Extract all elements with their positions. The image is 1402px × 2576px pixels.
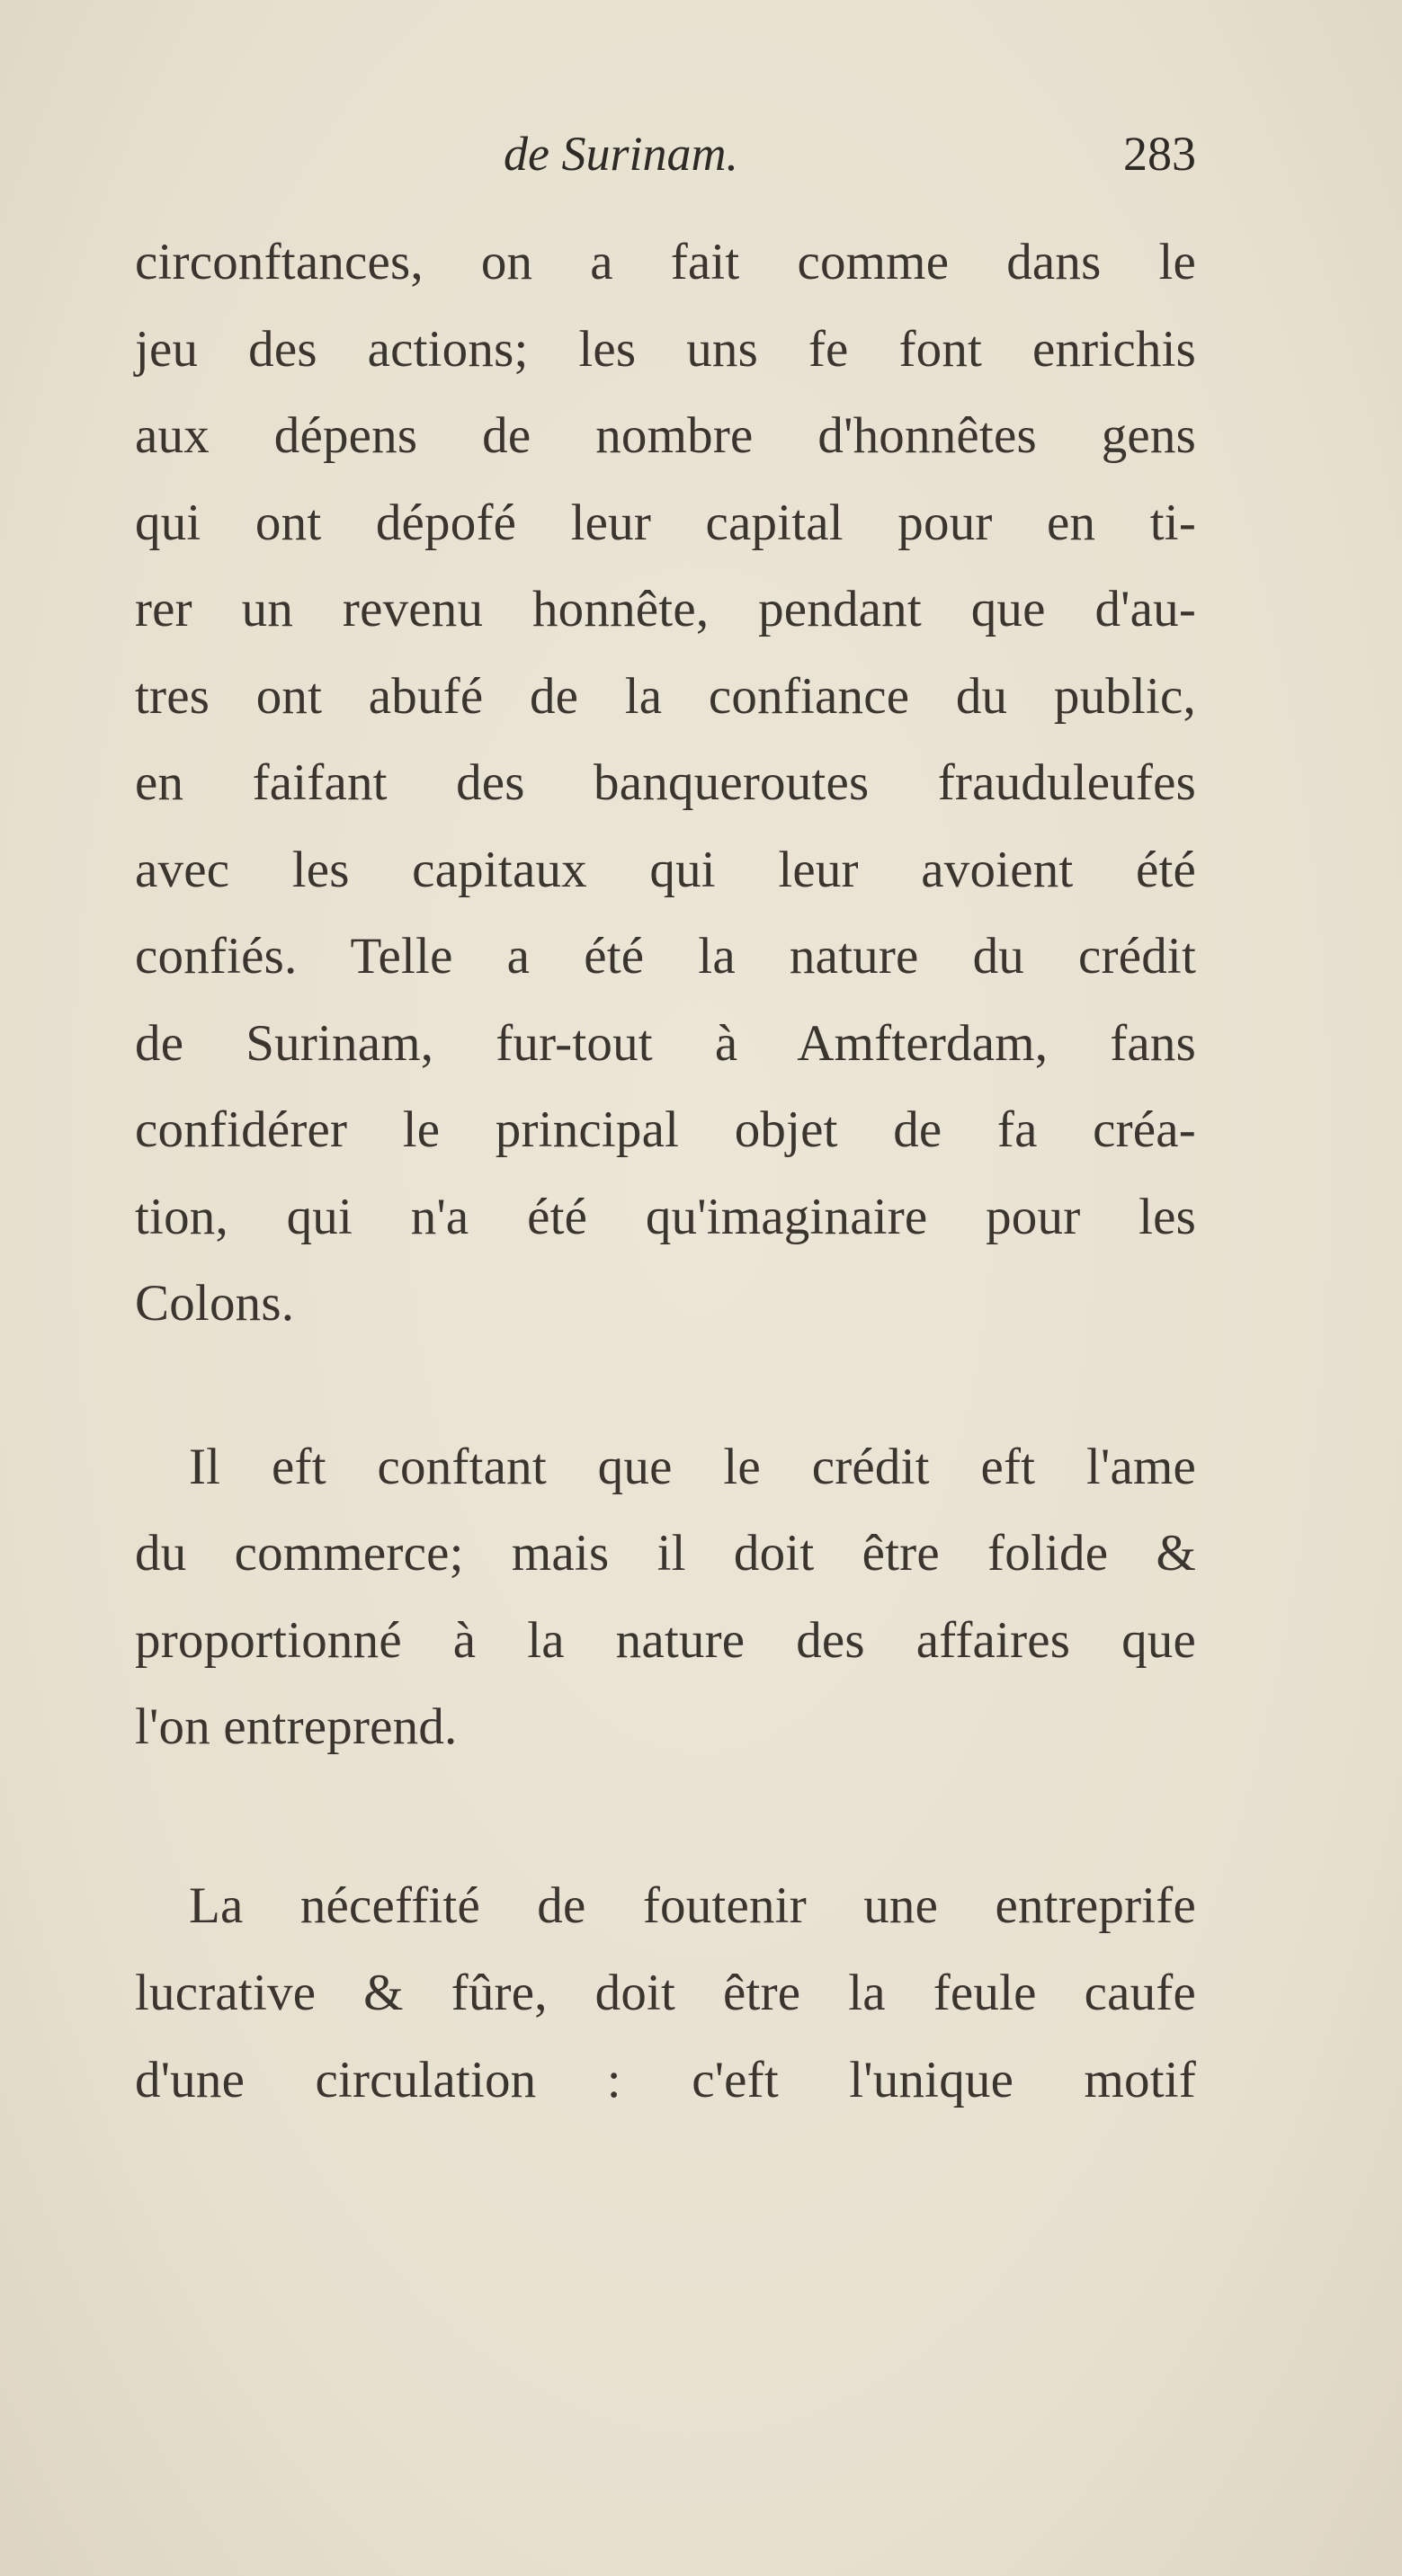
page-header [135,126,1196,189]
text-line: Colons. [135,1275,295,1332]
text-line: lucrative & fûre, doit être la feule caufe [135,1965,1196,2021]
text-line: qui ont dépofé leur capital pour en ti- [135,495,1196,551]
text-line: circonftances, on a fait comme dans le [135,234,1196,290]
text-line: l'on entreprend. [135,1698,458,1755]
text-line: confidérer le principal objet de fa créa- [135,1101,1196,1158]
page-number: 283 [1123,127,1196,181]
text-line: de Surinam, fur-tout à Amfterdam, fans [135,1015,1196,1072]
text-line: d'une circulation : c'eft l'unique motif [135,2052,1196,2108]
text-line: du commerce; mais il doit être folide & [135,1525,1196,1582]
text-line: aux dépens de nombre d'honnêtes gens [135,407,1196,464]
text-line: proportionné à la nature des affaires que [135,1612,1196,1669]
running-title: de Surinam. [504,127,738,181]
text-line: tion, qui n'a été qu'imaginaire pour les [135,1189,1196,1245]
text-line: avec les capitaux qui leur avoient été [135,842,1196,898]
text-line: confiés. Telle a été la nature du crédit [135,928,1196,985]
text-line: en faifant des banqueroutes frauduleufes [135,754,1196,811]
text-line: La néceffité de foutenir une entreprife [189,1877,1196,1934]
text-line: tres ont abufé de la confiance du public, [135,668,1196,725]
text-line: jeu des actions; les uns fe font enrichis [135,321,1196,378]
text-line: rer un revenu honnête, pendant que d'au- [135,581,1196,637]
text-line: Il eft conftant que le crédit eft l'ame [189,1439,1196,1495]
